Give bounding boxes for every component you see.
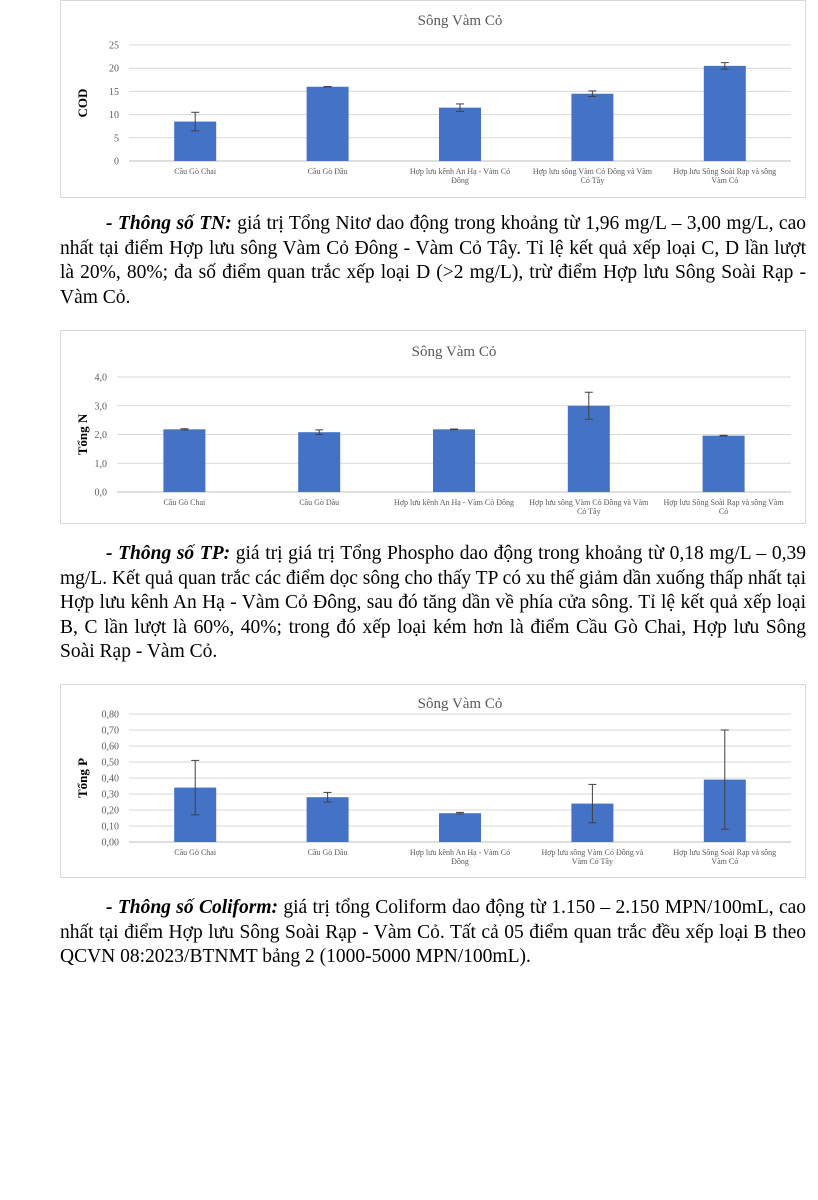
tn-lead: - Thông số TN: bbox=[106, 213, 232, 234]
y-tick-label: 0,70 bbox=[101, 725, 119, 737]
category-label: Hợp lưu Sông Soài Rạp và sông Vàm Cỏ bbox=[673, 167, 777, 185]
cod-chart bbox=[60, 0, 806, 198]
y-tick-label: 0,30 bbox=[101, 789, 119, 801]
bar bbox=[307, 797, 349, 842]
y-tick-label: 4,0 bbox=[94, 372, 107, 384]
category-label: Cầu Gò Dầu bbox=[307, 848, 348, 857]
y-tick-label: 0,60 bbox=[101, 741, 119, 753]
coliform-lead: - Thông số Coliform: bbox=[106, 897, 279, 918]
chart-title: Sông Vàm Cỏ bbox=[417, 13, 503, 29]
tp-chart-svg bbox=[61, 685, 805, 877]
category-label: Cầu Gò Dầu bbox=[307, 167, 348, 176]
bar bbox=[433, 429, 475, 492]
y-tick-label: 10 bbox=[109, 110, 119, 122]
tp-chart bbox=[60, 684, 806, 878]
category-label: Cầu Gò Chai bbox=[174, 848, 217, 857]
tp-lead: - Thông số TP: bbox=[106, 543, 231, 564]
y-tick-label: 0,40 bbox=[101, 773, 119, 785]
category-label: Hợp lưu Sông Soài Rạp và sông Vàm Cỏ bbox=[673, 848, 777, 866]
y-tick-label: 5 bbox=[114, 133, 119, 145]
y-tick-label: 3,0 bbox=[94, 401, 107, 413]
category-label: Hợp lưu sông Vàm Cỏ Đông và Vàm Cỏ Tây bbox=[529, 498, 649, 516]
bar bbox=[298, 432, 340, 492]
bar bbox=[163, 429, 205, 492]
tp-body: giá trị giá trị Tổng Phospho dao động trong khoảng từ 0,18 mg/L – 0,39 mg/L. Kết quả quan trắc các điểm dọc sông cho thấy TP có xu thế giảm dần xuống thấp nhất tại Hợp lưu kênh An Hạ - Vàm Cỏ Đông, sau đó tăng dần về phía cửa sông. Tỉ lệ kết quả xếp loại B, C lần lượt là 60%, 40%; trong đó xếp loại kém hơn là điểm Cầu Gò Chai, Hợp lưu Sông Soài Rạp - Vàm Cỏ. bbox=[60, 543, 807, 662]
y-axis-label: Tổng P bbox=[75, 757, 90, 799]
y-tick-label: 25 bbox=[109, 40, 119, 52]
y-tick-label: 1,0 bbox=[94, 458, 107, 470]
category-label: Cầu Gò Chai bbox=[174, 167, 217, 176]
tn-paragraph bbox=[60, 212, 806, 310]
bar bbox=[704, 66, 746, 161]
category-label: Cầu Gò Chai bbox=[163, 498, 206, 507]
y-tick-label: 0,20 bbox=[101, 805, 119, 817]
category-label: Hợp lưu sông Vàm Cỏ Đông và Vàm Cỏ Tây bbox=[532, 167, 652, 185]
bar bbox=[439, 813, 481, 842]
y-tick-label: 0,0 bbox=[94, 487, 107, 499]
category-label: Cầu Gò Dầu bbox=[299, 498, 340, 507]
y-tick-label: 0,10 bbox=[101, 821, 119, 833]
chart-title: Sông Vàm Cỏ bbox=[417, 696, 503, 712]
cod-chart-svg bbox=[61, 1, 805, 197]
y-tick-label: 15 bbox=[109, 86, 119, 98]
coliform-paragraph bbox=[60, 896, 806, 970]
bar bbox=[307, 87, 349, 161]
y-axis-label: Tổng N bbox=[75, 413, 90, 456]
y-axis-label: COD bbox=[75, 88, 90, 118]
y-tick-label: 0,50 bbox=[101, 757, 119, 769]
y-tick-label: 20 bbox=[109, 63, 119, 75]
y-tick-label: 2,0 bbox=[94, 430, 107, 441]
bar bbox=[571, 94, 613, 161]
y-tick-label: 0 bbox=[114, 156, 119, 168]
y-tick-label: 0,80 bbox=[101, 709, 119, 721]
y-tick-label: 0,00 bbox=[101, 837, 119, 849]
bar bbox=[439, 108, 481, 161]
category-label: Hợp lưu kênh An Hạ - Vàm Cỏ Đông bbox=[394, 498, 514, 507]
category-label: Hợp lưu Sông Soài Rạp và sông Vàm Cỏ bbox=[663, 498, 784, 516]
tn-chart-svg bbox=[61, 331, 805, 523]
tn-body: giá trị Tổng Nitơ dao động trong khoảng từ 1,96 mg/L – 3,00 mg/L, cao nhất tại điểm Hợp lưu sông Vàm Cỏ Đông - Vàm Cỏ Tây. Tỉ lệ kết quả xếp loại C, D lần lượt là 20%, 80%; đa số điểm quan trắc xếp loại D (>2 mg/L), trừ điểm Hợp lưu Sông Soài Rạp - Vàm Cỏ. bbox=[60, 213, 806, 308]
tp-paragraph bbox=[60, 542, 806, 665]
tn-chart bbox=[60, 330, 806, 524]
category-label: Hợp lưu sông Vàm Cỏ Đông và Vàm Cỏ Tây bbox=[541, 848, 644, 866]
category-label: Hợp lưu kênh An Hạ - Vàm Cỏ Đông bbox=[409, 848, 511, 866]
coliform-body: giá trị tổng Coliform dao động từ 1.150 – 2.150 MPN/100mL, cao nhất tại điểm Hợp lưu Sông Soài Rạp - Vàm Cỏ. Tất cả 05 điểm quan trắc đều xếp loại B theo QCVN 08:2023/BTNMT bảng 2 (1000-5000 MPN/100mL). bbox=[60, 897, 807, 967]
category-label: Hợp lưu kênh An Hạ - Vàm Cỏ Đông bbox=[409, 167, 511, 185]
bar bbox=[703, 436, 745, 492]
chart-title: Sông Vàm Cỏ bbox=[411, 344, 497, 360]
